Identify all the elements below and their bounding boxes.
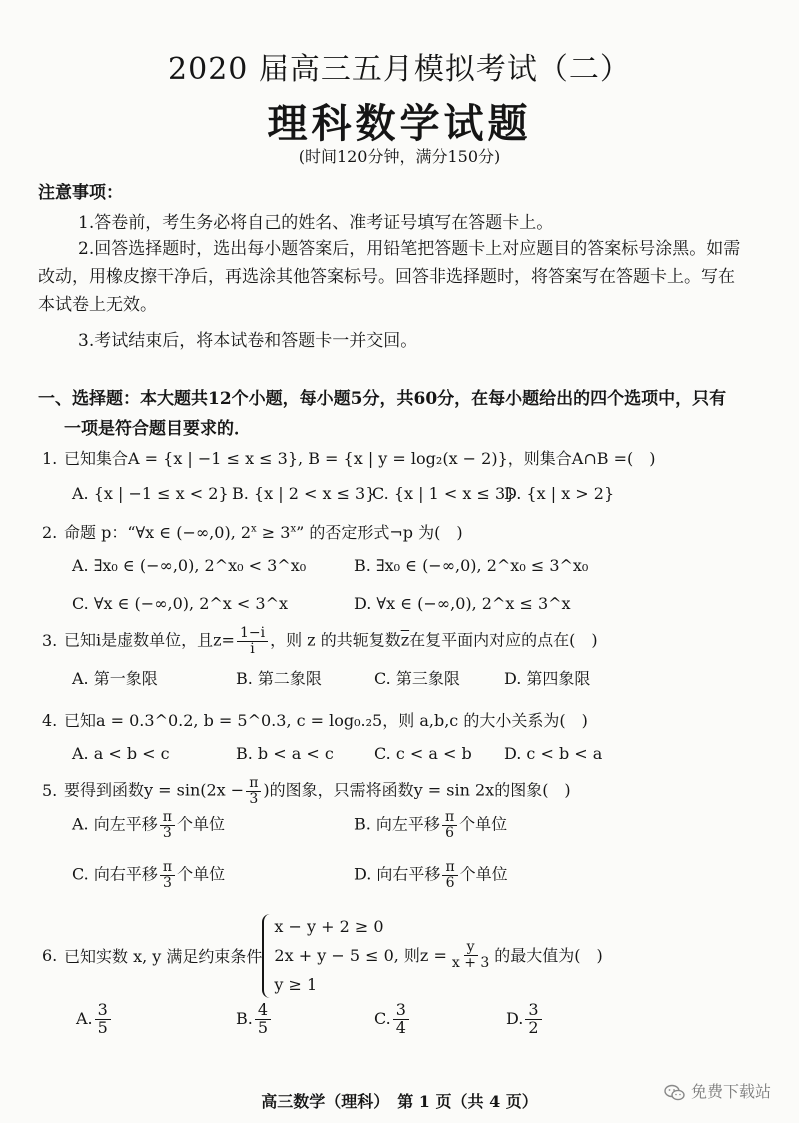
q3-option-d: D. 第四象限 [504, 669, 591, 688]
watermark-text: 免费下载站 [690, 1082, 771, 1101]
q1-option-a: A. {x | −1 ≤ x < 2} [72, 484, 229, 503]
fraction: $\frac{3}{5}$ [95, 1002, 111, 1037]
question-number: 5. [42, 780, 58, 800]
q3-option-a: A. 第一象限 [72, 669, 158, 688]
q3-option-b: B. 第二象限 [236, 669, 322, 688]
q1-option-b: B. {x | 2 < x ≤ 3} [232, 484, 376, 503]
q5-option-d: D. 向右平移 $\frac{\pi}{6}$ 个单位 [354, 859, 508, 891]
q5-option-a: A. 向左平移 $\frac{\pi}{3}$ 个单位 [72, 809, 225, 841]
fraction: $\frac{y}{x + 3}$ [451, 939, 490, 972]
q6-option-a: A. $\frac{3}{5}$ [76, 1002, 113, 1037]
q4-option-a: A. a < b < c [72, 744, 170, 763]
q2-option-a: A. ∃x₀ ∈ (−∞,0), 2^x₀ < 3^x₀ [72, 556, 307, 575]
q4-option-d: D. c < b < a [504, 744, 603, 763]
watermark [664, 1079, 771, 1102]
q5-option-c: C. 向右平移 $\frac{\pi}{3}$ 个单位 [72, 859, 226, 891]
fraction: $\frac{3}{4}$ [393, 1002, 409, 1037]
conjugate-z: $\overline{z}$ [400, 630, 410, 650]
notice-line-2c: 本试卷上无效。 [38, 295, 157, 315]
q4-option-c: C. c < a < b [374, 744, 472, 763]
notice-line-2b: 改动，用橡皮擦干净后，再选涂其他答案标号。回答非选择题时，将答案写在答题卡上。写在 [38, 267, 735, 287]
question-2-stem: 2. 命题 p：“∀x ∈ (−∞,0), $2^x \ge 3^x$” 的否定形式¬p 为( ) [42, 523, 463, 542]
notice-heading: 注意事项： [38, 183, 123, 203]
q2-option-b: B. ∃x₀ ∈ (−∞,0), 2^x₀ ≤ 3^x₀ [354, 556, 589, 575]
q5-option-b: B. 向左平移 $\frac{\pi}{6}$ 个单位 [354, 809, 508, 841]
wechat-icon [664, 1082, 691, 1101]
subject-title: 理科数学试题 [267, 100, 532, 147]
fraction: $\frac{1-i}{i}$ [237, 626, 268, 656]
fraction: $\frac{\pi}{3}$ [160, 810, 175, 840]
question-3-stem: 3. 已知i是虚数单位，且z= $\frac{1-i}{i}$ ，则 z 的共轭复数$\overline{z}$在复平面内对应的点在( ) [42, 625, 598, 657]
q1-option-c: C. {x | 1 < x ≤ 3} [372, 484, 516, 503]
fraction: $\frac{3}{2}$ [525, 1002, 541, 1037]
fraction: $\frac{4}{5}$ [255, 1002, 271, 1037]
q6-option-d: D. $\frac{3}{2}$ [506, 1002, 544, 1037]
q1-option-d: D. {x | x > 2} [504, 484, 615, 503]
fraction: $\frac{\pi}{6}$ [442, 860, 457, 890]
notice-line-3: 3.考试结束后，将本试卷和答题卡一并交回。 [78, 331, 418, 351]
question-number: 3. [42, 630, 58, 650]
q2-option-c: C. ∀x ∈ (−∞,0), 2^x < 3^x [72, 594, 288, 613]
question-text: 已知集合A = {x | −1 ≤ x ≤ 3}, B = {x | y = log₂(x − 2)}，则集合A∩B =( ) [64, 449, 656, 468]
question-text: 已知a = 0.3^0.2, b = 5^0.3, c = log₀.₂5，则 a,b,c 的大小关系为( ) [64, 711, 588, 730]
notice-line-2a: 2.回答选择题时，选出每小题答案后，用铅笔把答题卡上对应题目的答案标号涂黑。如需 [78, 239, 741, 259]
q6-option-b: B. $\frac{4}{5}$ [236, 1002, 273, 1037]
brace [262, 914, 270, 998]
question-number: 1. [42, 449, 58, 468]
question-4-stem [42, 708, 588, 731]
notice-line-1: 1.答卷前，考生务必将自己的姓名、准考证号填写在答题卡上。 [78, 213, 554, 233]
section-heading-2: 一项是符合题目要求的． [64, 419, 251, 439]
fraction: $\frac{\pi}{3}$ [246, 776, 261, 806]
constraint-system: x − y + 2 ≥ 0 2x + y − 5 ≤ 0, 则z = $\frac{y}{x + 3}$ 的最大值为( ) y ≥ 1 [262, 914, 602, 998]
question-number: 6. [42, 946, 58, 966]
q2-option-d: D. ∀x ∈ (−∞,0), 2^x ≤ 3^x [354, 594, 571, 613]
exam-meta: (时间120分钟，满分150分) [298, 147, 501, 166]
page-footer: 高三数学（理科） 第 1 页（共 4 页） [261, 1092, 538, 1111]
q6-option-c: C. $\frac{3}{4}$ [374, 1002, 411, 1037]
exam-title: 2020 届高三五月模拟考试（二） [168, 52, 631, 87]
fraction: $\frac{\pi}{6}$ [442, 810, 457, 840]
q3-option-c: C. 第三象限 [374, 669, 460, 688]
question-6-stem: 6. 已知实数 x, y 满足约束条件 x − y + 2 ≥ 0 2x + y − 5 ≤ 0, 则z = $\frac{y}{x + 3}$ 的最大值为( ) y ≥ 1 [42, 914, 603, 998]
q4-option-b: B. b < a < c [236, 744, 334, 763]
section-heading-1: 一、选择题：本大题共12个小题，每小题5分，共60分，在每小题给出的四个选项中，只有 [38, 389, 727, 409]
fraction: $\frac{\pi}{3}$ [160, 860, 175, 890]
question-1-stem [42, 446, 655, 469]
question-number: 2. [42, 523, 58, 542]
question-5-stem: 5. 要得到函数y = sin(2x − $\frac{\pi}{3}$ )的图象，只需将函数y = sin 2x的图象( ) [42, 775, 571, 807]
question-number: 4. [42, 711, 58, 730]
